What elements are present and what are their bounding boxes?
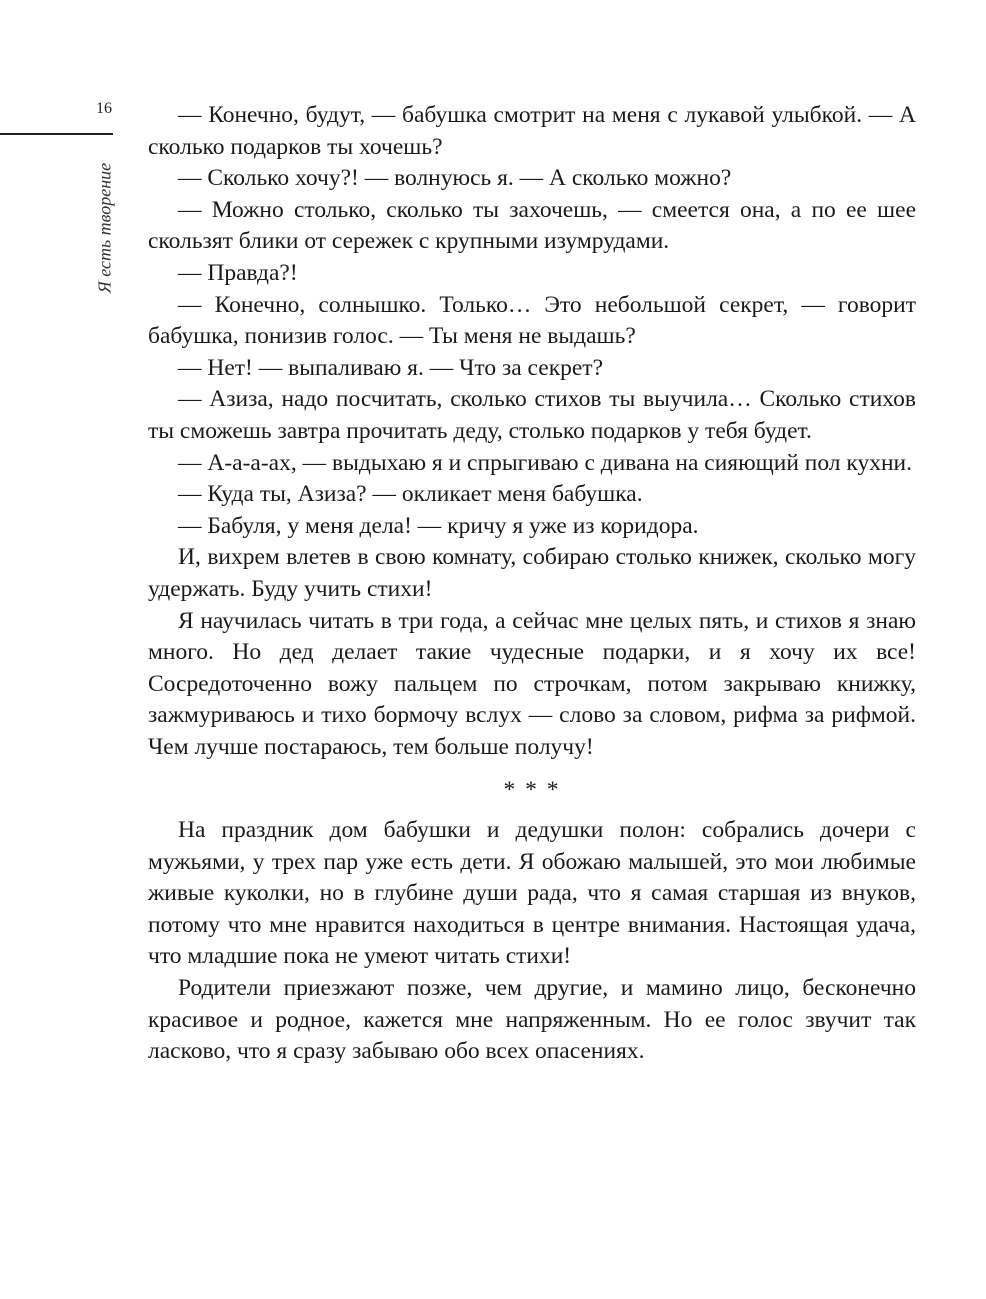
paragraph: — Сколько хочу?! — волнуюсь я. — А сколько можно? [178, 165, 732, 192]
paragraph: Родители приезжают позже, чем другие, и мамино лицо, бесконечно красивое и родное, кажется мне напряженным. Но ее голос звучит так ласково, что я сразу забываю обо всех опасениях. [148, 975, 916, 1065]
paragraph: — Бабуля, у меня дела! — кричу я уже из коридора. [178, 512, 699, 539]
paragraph: — Конечно, будут, — бабушка смотрит на меня с лукавой улыбкой. — А сколько подарков ты хочешь? [148, 102, 916, 160]
paragraph: — Азиза, надо посчитать, сколько стихов ты выучила… Сколько стихов ты сможешь завтра прочитать деду, столько подарков у тебя будет. [148, 386, 916, 444]
paragraph: Я научилась читать в три года, а сейчас мне целых пять, и стихов я знаю много. Но дед делает такие чудесные подарки, и я хочу их все! Сосредоточенно вожу пальцем по строчкам, потом закрываю книжку, зажмуриваюсь и тихо бормочу вслух — слово за словом, рифма за рифмой. Чем лучше постараюсь, тем больше получу! [148, 607, 916, 760]
margin-rule [0, 133, 113, 135]
running-title: Я есть творение [94, 162, 115, 294]
paragraph: — Можно столько, сколько ты захочешь, — смеется она, а по ее шее скользят блики от сережек с крупными изумрудами. [148, 196, 916, 255]
body-text [148, 100, 916, 1068]
paragraph: — Конечно, солнышко. Только… Это небольшой секрет, — говорит бабушка, понизив голос. — Ты меня не выдашь? [148, 291, 916, 350]
paragraph: И, вихрем влетев в свою комнату, собираю столько книжек, сколько могу удержать. Буду учить стихи! [148, 544, 916, 602]
paragraph: — А-а-а-ах, — выдыхаю я и спрыгиваю с дивана на сияющий пол кухни. [178, 449, 913, 476]
paragraph: На праздник дом бабушки и дедушки полон: собрались дочери с мужьями, у трех пар уже есть дети. Я обожаю малышей, это мои любимые живые куколки, но в глубине души рада, что я самая старшая из внуков, потому что мне нравится находиться в центре внимания. Настоящая удача, что младшие пока не умеют читать стихи! [148, 817, 916, 970]
paragraph: — Куда ты, Азиза? — окликает меня бабушка. [178, 481, 643, 508]
page-number: 16 [96, 100, 112, 117]
paragraph: — Нет! — выпаливаю я. — Что за секрет? [178, 354, 603, 381]
paragraph: — Правда?! [178, 259, 298, 286]
section-break: * * * [503, 777, 561, 804]
